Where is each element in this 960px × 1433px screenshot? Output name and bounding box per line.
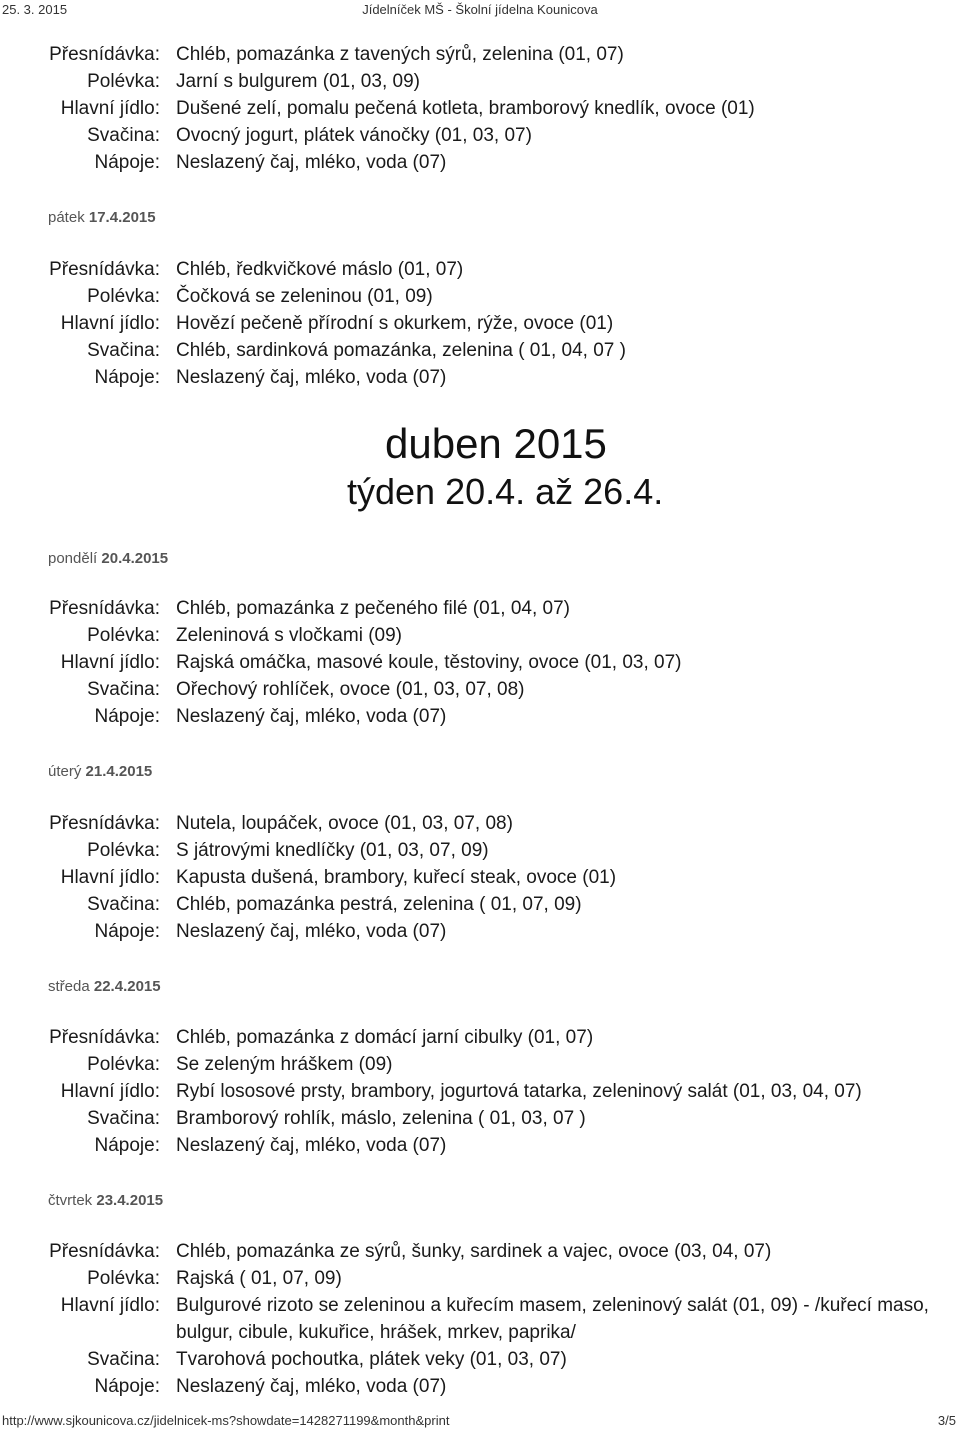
value-drinks: Neslazený čaj, mléko, voda (07) bbox=[176, 1135, 447, 1156]
value-main: Kapusta dušená, brambory, kuřecí steak, ovoce (01) bbox=[176, 867, 617, 888]
label-snack: Svačina: bbox=[87, 340, 160, 361]
day-name: úterý bbox=[48, 763, 82, 780]
label-drinks: Nápoje: bbox=[94, 367, 160, 388]
value-drinks: Neslazený čaj, mléko, voda (07) bbox=[176, 921, 447, 942]
label-breakfast: Přesnídávka: bbox=[49, 1027, 160, 1048]
day-date: 17.4.2015 bbox=[88, 209, 156, 226]
label-snack: Svačina: bbox=[87, 1349, 160, 1370]
label-soup: Polévka: bbox=[87, 840, 160, 861]
label-main: Hlavní jídlo: bbox=[60, 98, 160, 119]
day-name: středa bbox=[48, 978, 90, 995]
label-drinks: Nápoje: bbox=[94, 1135, 160, 1156]
label-breakfast: Přesnídávka: bbox=[49, 813, 160, 834]
value-snack: Chléb, sardinková pomazánka, zelenina ( 01, 04, 07 ) bbox=[176, 340, 626, 361]
value-soup: Rajská ( 01, 07, 09) bbox=[176, 1268, 342, 1289]
label-soup: Polévka: bbox=[87, 1054, 160, 1075]
label-drinks: Nápoje: bbox=[94, 1376, 160, 1397]
value-breakfast: Chléb, pomazánka z pečeného filé (01, 04, 07) bbox=[176, 598, 570, 619]
label-drinks: Nápoje: bbox=[94, 152, 160, 173]
value-breakfast: Nutela, loupáček, ovoce (01, 03, 07, 08) bbox=[176, 813, 513, 834]
label-main: Hlavní jídlo: bbox=[60, 1295, 160, 1316]
day-name: čtvrtek bbox=[48, 1192, 93, 1209]
label-main: Hlavní jídlo: bbox=[60, 652, 160, 673]
print-url: http://www.sjkounicova.cz/jidelnicek-ms?showdate=1428271199&month&print bbox=[2, 1413, 450, 1428]
value-drinks: Neslazený čaj, mléko, voda (07) bbox=[176, 367, 447, 388]
day-date: 20.4.2015 bbox=[101, 550, 169, 567]
value-main: Bulgurové rizoto se zeleninou a kuřecím masem, zeleninový salát (01, 09) - /kuřecí maso, bulgur, cibule, kukuřice, hrášek, mrkev, paprika/ bbox=[176, 1295, 929, 1343]
value-main: Dušené zelí, pomalu pečená kotleta, bramborový knedlík, ovoce (01) bbox=[176, 98, 755, 119]
label-soup: Polévka: bbox=[87, 1268, 160, 1289]
day-name: pátek bbox=[48, 209, 85, 226]
day-label bbox=[48, 1191, 163, 1211]
label-snack: Svačina: bbox=[87, 125, 160, 146]
value-drinks: Neslazený čaj, mléko, voda (07) bbox=[176, 152, 447, 173]
value-breakfast: Chléb, pomazánka ze sýrů, šunky, sardinek a vajec, ovoce (03, 04, 07) bbox=[176, 1241, 772, 1262]
label-soup: Polévka: bbox=[87, 286, 160, 307]
value-breakfast: Chléb, pomazánka z domácí jarní cibulky (01, 07) bbox=[176, 1027, 594, 1048]
label-snack: Svačina: bbox=[87, 894, 160, 915]
value-soup: S játrovými knedlíčky (01, 03, 07, 09) bbox=[176, 840, 489, 861]
value-soup: Jarní s bulgurem (01, 03, 09) bbox=[176, 71, 420, 92]
label-main: Hlavní jídlo: bbox=[60, 313, 160, 334]
print-title: Jídelníček MŠ - Školní jídelna Kounicova bbox=[362, 2, 598, 17]
label-soup: Polévka: bbox=[87, 625, 160, 646]
day-label bbox=[48, 208, 156, 228]
value-soup: Zeleninová s vločkami (09) bbox=[176, 625, 402, 646]
print-header bbox=[0, 0, 960, 20]
value-snack: Bramborový rohlík, máslo, zelenina ( 01, 03, 07 ) bbox=[176, 1108, 586, 1129]
label-main: Hlavní jídlo: bbox=[60, 1081, 160, 1102]
label-drinks: Nápoje: bbox=[94, 706, 160, 727]
week-heading: týden 20.4. až 26.4. bbox=[347, 471, 664, 512]
label-snack: Svačina: bbox=[87, 679, 160, 700]
print-footer bbox=[0, 1413, 960, 1433]
day-date: 22.4.2015 bbox=[93, 978, 161, 995]
value-main: Hovězí pečeně přírodní s okurkem, rýže, ovoce (01) bbox=[176, 313, 614, 334]
print-page-number: 3/5 bbox=[937, 1413, 956, 1428]
print-date: 25. 3. 2015 bbox=[2, 2, 68, 17]
day-label bbox=[48, 549, 168, 569]
value-snack: Ořechový rohlíček, ovoce (01, 03, 07, 08) bbox=[176, 679, 525, 700]
label-snack: Svačina: bbox=[87, 1108, 160, 1129]
day-label bbox=[48, 762, 152, 782]
label-breakfast: Přesnídávka: bbox=[49, 1241, 160, 1262]
value-snack: Chléb, pomazánka pestrá, zelenina ( 01, 07, 09) bbox=[176, 894, 582, 915]
day-date: 21.4.2015 bbox=[85, 763, 153, 780]
label-breakfast: Přesnídávka: bbox=[49, 259, 160, 280]
day-label bbox=[48, 977, 161, 997]
value-breakfast: Chléb, ředkvičkové máslo (01, 07) bbox=[176, 259, 464, 280]
value-drinks: Neslazený čaj, mléko, voda (07) bbox=[176, 1376, 447, 1397]
day-name: pondělí bbox=[48, 550, 98, 567]
value-soup: Čočková se zeleninou (01, 09) bbox=[176, 286, 433, 307]
label-breakfast: Přesnídávka: bbox=[49, 598, 160, 619]
value-soup: Se zeleným hráškem (09) bbox=[176, 1054, 393, 1075]
label-soup: Polévka: bbox=[87, 71, 160, 92]
value-main: Rybí lososové prsty, brambory, jogurtová tatarka, zeleninový salát (01, 03, 04, 07) bbox=[176, 1081, 862, 1102]
value-drinks: Neslazený čaj, mléko, voda (07) bbox=[176, 706, 447, 727]
value-snack: Ovocný jogurt, plátek vánočky (01, 03, 07) bbox=[176, 125, 532, 146]
label-main: Hlavní jídlo: bbox=[60, 867, 160, 888]
value-snack: Tvarohová pochoutka, plátek veky (01, 03, 07) bbox=[176, 1349, 567, 1370]
value-breakfast: Chléb, pomazánka z tavených sýrů, zelenina (01, 07) bbox=[176, 44, 624, 65]
day-date: 23.4.2015 bbox=[96, 1192, 164, 1209]
value-main: Rajská omáčka, masové koule, těstoviny, ovoce (01, 03, 07) bbox=[176, 652, 682, 673]
label-drinks: Nápoje: bbox=[94, 921, 160, 942]
label-breakfast: Přesnídávka: bbox=[49, 44, 160, 65]
month-heading: duben 2015 bbox=[385, 420, 607, 467]
